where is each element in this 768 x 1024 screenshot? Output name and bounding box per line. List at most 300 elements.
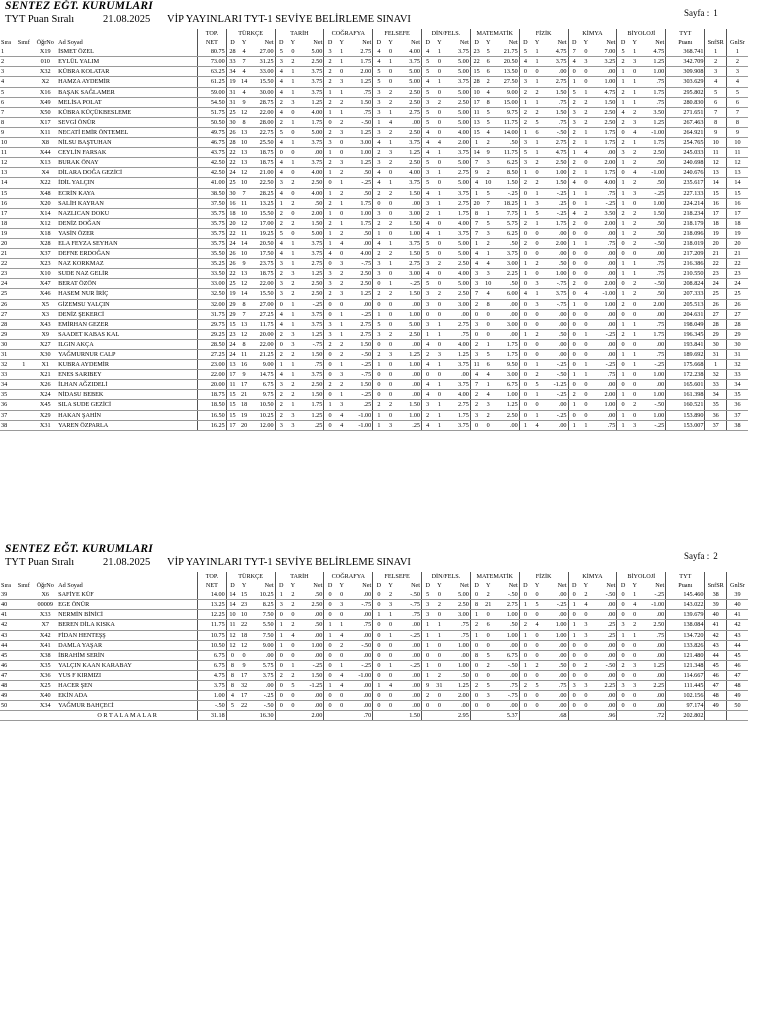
cell-tarih-y: 0 [287,47,299,57]
cell-turkce-d: 26 [226,249,238,259]
cell-gnl-sira: 4 [726,77,748,87]
cell-fizik-y: 3 [531,279,543,289]
cell-top-net: 35.25 [198,259,227,269]
cell-biyoloji-d: 1 [617,289,629,299]
cell-sira: 19 [0,228,14,238]
cell-felsefe-d: 1 [373,309,385,319]
cell-ad-soyad: YAĞMUR BAHÇECİ [57,701,198,711]
cell-top-net: 27.25 [198,350,227,360]
cell-kimya-net: -.25 [592,198,617,208]
cell-tyt-puani: 172.238 [666,370,705,380]
cell-fizik-y: 0 [531,309,543,319]
cell-cografya-net: .50 [348,188,373,198]
cell-felsefe-d: 0 [373,339,385,349]
cell-turkce-net: 7.50 [250,630,275,640]
table-row [0,319,748,329]
cell-biyoloji-d: 5 [617,47,629,57]
cell-kimya-net: .00 [592,148,617,158]
cell-felsefe-net: 1.50 [397,218,422,228]
cell-turkce-d: 14 [226,600,238,610]
cell-kimya-y: 2 [580,107,592,117]
cell-kimya-d: 1 [568,148,580,158]
cell-biyoloji-net: 2.50 [641,148,666,158]
cell-fizik-d: 0 [519,590,531,600]
cell-kimya-net: .00 [592,339,617,349]
cell-fizik-net: 1.50 [543,107,568,117]
cell-tyt-puani: 309.908 [666,67,705,77]
cell-tyt-puani: 204.631 [666,309,705,319]
cell-biyoloji-d: 4 [617,107,629,117]
cell-turkce-d: 30 [226,188,238,198]
cell-top-net: 29.25 [198,329,227,339]
cell-sira: 45 [0,650,14,660]
cell-matematik-net: 7.75 [494,208,519,218]
cell-matematik-net: 9.50 [494,360,519,370]
cell-kimya-y: 0 [580,299,592,309]
cell-gnl-sira: 18 [726,218,748,228]
cell-cografya-d: 3 [324,329,336,339]
cell-sinif [14,600,33,610]
cell-din-net: 1.00 [445,660,470,670]
cell-fizik-y: 1 [531,360,543,370]
cell-snf-sira: 20 [705,238,726,248]
cell-kimya-d: 1 [568,630,580,640]
cell-biyoloji-net: .75 [641,269,666,279]
cell-din-d: 3 [422,259,434,269]
cell-biyoloji-y: 1 [629,319,641,329]
cell-cografya-d: 2 [324,158,336,168]
col-turkce: TÜRKÇE [226,29,275,38]
cell-biyoloji-d: 1 [617,97,629,107]
cell-tarih-net: 3.75 [299,249,324,259]
cell-felsefe-y: 0 [385,360,397,370]
cell-biyoloji-net: 4.75 [641,47,666,57]
cell-cografya-y: 3 [336,289,348,299]
cell-felsefe-y: 2 [385,329,397,339]
cell-kimya-d: 0 [568,691,580,701]
cell-ogrno: X22 [33,178,57,188]
cell-kimya-net: .00 [592,701,617,711]
cell-ad-soyad: YAREN ÖZPARLA [57,420,198,430]
cell-sinif [14,640,33,650]
sub-net: Net [655,39,665,47]
cell-biyoloji-net: 1.75 [641,329,666,339]
cell-sinif [14,238,33,248]
cell-turkce-y: 7 [238,188,250,198]
cell-tarih-d: 4 [275,158,287,168]
cell-kimya-d: 0 [568,289,580,299]
cell-kimya-d: 1 [568,299,580,309]
cell-matematik-y: 6 [482,360,494,370]
sub-d: D [324,581,336,590]
cell-din-net: .75 [445,620,470,630]
cell-din-y: 0 [433,269,445,279]
cell-kimya-net: 1.00 [592,400,617,410]
cell-kimya-y: 0 [580,77,592,87]
sub-d: D [275,581,287,590]
cell-fizik-d: 2 [519,107,531,117]
cell-din-net: 5.00 [445,158,470,168]
cell-cografya-d: 3 [324,279,336,289]
cell-din-y: 3 [433,350,445,360]
cell-kimya-net: -.50 [592,660,617,670]
cell-snf-sira: 49 [705,701,726,711]
cell-din-net: 5.00 [445,178,470,188]
cell-turkce-net: 30.00 [250,87,275,97]
cell-felsefe-y: 0 [385,339,397,349]
cell-kimya-y: 0 [580,218,592,228]
cell-felsefe-net: .00 [397,670,422,680]
cell-kimya-net: .00 [592,670,617,680]
cell-ad-soyad: ILGIN AKÇA [57,339,198,349]
cell-biyoloji-y: 2 [629,148,641,158]
cell-turkce-net: 5.50 [250,620,275,630]
sub-d: D [373,38,385,47]
cell-snf-sira: 47 [705,681,726,691]
cell-ogrno: 00009 [33,600,57,610]
cell-felsefe-y: 0 [385,67,397,77]
cell-felsefe-d: 0 [373,279,385,289]
cell-gnl-sira: 19 [726,228,748,238]
cell-cografya-y: 1 [336,329,348,339]
cell-biyoloji-d: 0 [617,691,629,701]
cell-turkce-d: 29 [226,299,238,309]
cell-fizik-y: 5 [531,117,543,127]
cell-matematik-net: 9.75 [494,107,519,117]
cell-turkce-y: 4 [238,87,250,97]
cell-matematik-net: 9.00 [494,87,519,97]
cell-tyt-puani: 218.096 [666,228,705,238]
cell-din-y: 0 [433,238,445,248]
cell-matematik-d: 7 [470,380,482,390]
cell-din-net: 5.00 [445,87,470,97]
cell-biyoloji-net: .00 [641,640,666,650]
cell-din-net: 2.50 [445,289,470,299]
cell-fizik-d: 1 [519,630,531,640]
cell-din-d: 3 [422,97,434,107]
cell-ad-soyad: SILA SUDE GEZİCİ [57,400,198,410]
cell-matematik-net: 1.25 [494,400,519,410]
cell-cografya-net: 2.50 [348,269,373,279]
cell-fizik-y: 0 [531,630,543,640]
cell-biyoloji-d: 1 [617,370,629,380]
cell-turkce-y: 21 [238,390,250,400]
cell-tarih-net: 3.75 [299,77,324,87]
cell-snf-sira: 38 [705,590,726,600]
cell-tarih-net: 5.00 [299,228,324,238]
cell-cografya-net: -.50 [348,350,373,360]
cell-biyoloji-net: .75 [641,259,666,269]
cell-felsefe-d: 1 [373,410,385,420]
cell-fizik-net: .00 [543,650,568,660]
cell-tarih-d: 3 [275,259,287,269]
cell-kimya-d: 0 [568,350,580,360]
cell-biyoloji-y: 4 [629,127,641,137]
cell-fizik-net: .00 [543,691,568,701]
cell-kimya-net: 2.50 [592,107,617,117]
cell-tarih-y: 0 [287,188,299,198]
cell-tyt-puani: 139.679 [666,610,705,620]
cell-gnl-sira: 49 [726,691,748,701]
cell-felsefe-net: 5.00 [397,77,422,87]
cell-kimya-d: 0 [568,259,580,269]
cell-tyt-puani: 121.480 [666,650,705,660]
table-row [0,168,748,178]
cell-turkce-d: 11 [226,380,238,390]
cell-din-d: 4 [422,339,434,349]
cell-ogrno: X9 [33,329,57,339]
cell-fizik-y: 4 [531,620,543,630]
cell-tarih-net: .50 [299,620,324,630]
sub-d: D [422,581,434,590]
cell-felsefe-net: -.25 [397,660,422,670]
cell-matematik-net: 21.75 [494,47,519,57]
cell-felsefe-net: .00 [397,620,422,630]
table-row [0,238,748,248]
cell-sinif [14,660,33,670]
cell-biyoloji-y: 0 [629,380,641,390]
cell-matematik-y: 2 [482,168,494,178]
cell-snf-sira: 13 [705,168,726,178]
cell-matematik-net: 6.25 [494,158,519,168]
cell-matematik-d: 1 [470,138,482,148]
cell-kimya-net: -.25 [592,360,617,370]
cell-tarih-y: 1 [287,77,299,87]
cell-kimya-d: 1 [568,420,580,430]
cell-din-net: 1.25 [445,350,470,360]
cell-fizik-d: 4 [519,57,531,67]
cell-fizik-y: 1 [531,289,543,299]
cell-felsefe-y: 0 [385,198,397,208]
cell-turkce-d: 24 [226,238,238,248]
cell-ogrno: X10 [33,269,57,279]
cell-biyoloji-y: 2 [629,218,641,228]
col-cografya: COĞRAFYA [324,29,373,38]
cell-biyoloji-y: 3 [629,188,641,198]
cell-tarih-d: 0 [275,299,287,309]
cell-matematik-net: -.25 [494,188,519,198]
cell-turkce-net: 22.50 [250,178,275,188]
cell-tarih-d: 3 [275,600,287,610]
sub-d: D [519,581,531,590]
cell-din-y: 0 [433,691,445,701]
cell-turkce-y: 14 [238,77,250,87]
cell-top-net: 6.75 [198,650,227,660]
cell-matematik-d: 3 [470,350,482,360]
cell-kimya-d: 3 [568,681,580,691]
cell-felsefe-d: 3 [373,87,385,97]
cell-matematik-y: 2 [482,238,494,248]
cell-matematik-d: 15 [470,127,482,137]
cell-cografya-net: -.75 [348,600,373,610]
cell-ogrno: X24 [33,390,57,400]
cell-din-net: 4.00 [445,269,470,279]
table-row [0,370,748,380]
cell-biyoloji-d: 0 [617,238,629,248]
cell-matematik-d: 3 [470,319,482,329]
cell-biyoloji-y: 1 [629,77,641,87]
cell-fizik-d: 5 [519,47,531,57]
cell-felsefe-net: 3.75 [397,238,422,248]
cell-cografya-d: 0 [324,670,336,680]
cell-felsefe-net: 2.75 [397,259,422,269]
cell-sinif [14,410,33,420]
cell-tarih-net: 2.50 [299,380,324,390]
cell-fizik-y: 3 [531,299,543,309]
cell-matematik-net: 5.75 [494,218,519,228]
cell-matematik-y: 4 [482,390,494,400]
cell-turkce-net: 12.00 [250,420,275,430]
cell-snf-sira: 10 [705,138,726,148]
cell-cografya-y: 1 [336,87,348,97]
cell-cografya-y: 0 [336,249,348,259]
cell-felsefe-d: 0 [373,660,385,670]
cell-cografya-d: 2 [324,339,336,349]
cell-sira: 18 [0,218,14,228]
cell-biyoloji-d: 1 [617,158,629,168]
cell-kimya-net: .00 [592,640,617,650]
cell-matematik-y: 5 [482,117,494,127]
sub-net: Net [362,582,372,590]
cell-top-net: 10.50 [198,640,227,650]
cell-ad-soyad: SALİH KAYRAN [57,198,198,208]
cell-cografya-d: 0 [324,420,336,430]
cell-turkce-net: 27.25 [250,309,275,319]
cell-tarih-net: 3.75 [299,309,324,319]
cell-felsefe-net: 3.00 [397,269,422,279]
cell-snf-sira: 36 [705,410,726,420]
cell-biyoloji-y: 0 [629,650,641,660]
cell-matematik-d: 0 [470,691,482,701]
cell-ogrno: X5 [33,299,57,309]
cell-tarih-y: 0 [287,640,299,650]
cell-biyoloji-d: 1 [617,259,629,269]
cell-matematik-d: 3 [470,269,482,279]
cell-gnl-sira: 33 [726,370,748,380]
cell-gnl-sira: 41 [726,610,748,620]
cell-cografya-y: 1 [336,107,348,117]
cell-tarih-net: 2.50 [299,600,324,610]
cell-felsefe-d: 0 [373,380,385,390]
cell-matematik-d: 4 [470,370,482,380]
cell-matematik-net: 2.50 [494,410,519,420]
cell-ad-soyad: EYLÜL YALIM [57,57,198,67]
cell-tarih-net: 1.75 [299,400,324,410]
cell-din-y: 0 [433,299,445,309]
cell-biyoloji-d: 2 [617,208,629,218]
cell-matematik-d: 0 [470,660,482,670]
cell-matematik-d: 15 [470,67,482,77]
cell-tarih-d: 5 [275,47,287,57]
cell-din-d: 2 [422,410,434,420]
cell-turkce-net: 10.25 [250,590,275,600]
cell-cografya-d: 1 [324,238,336,248]
cell-din-y: 0 [433,117,445,127]
cell-felsefe-d: 1 [373,420,385,430]
cell-matematik-net: 6.75 [494,380,519,390]
cell-ogrno: X20 [33,198,57,208]
cell-turkce-d: 22 [226,269,238,279]
cell-biyoloji-net: -.25 [641,420,666,430]
sub-d: D [568,581,580,590]
cell-ogrno: X7 [33,620,57,630]
cell-din-net: 5.00 [445,117,470,127]
cell-kimya-net: 1.50 [592,97,617,107]
cell-sinif [14,208,33,218]
cell-ogrno: X36 [33,670,57,680]
cell-felsefe-y: 0 [385,319,397,329]
cell-felsefe-y: 3 [385,350,397,360]
cell-turkce-d: 25 [226,107,238,117]
cell-felsefe-net: 1.00 [397,410,422,420]
cell-matematik-d: 11 [470,360,482,370]
cell-matematik-y: 4 [482,370,494,380]
cell-fizik-d: 0 [519,350,531,360]
cell-cografya-net: -.75 [348,370,373,380]
cell-biyoloji-net: 1.00 [641,198,666,208]
table-row [0,339,748,349]
cell-felsefe-net: .25 [397,420,422,430]
cell-ogrno: X14 [33,208,57,218]
cell-felsefe-net: 5.00 [397,67,422,77]
cell-biyoloji-y: 1 [629,590,641,600]
cell-din-d: 4 [422,47,434,57]
cell-din-d: 4 [422,380,434,390]
table-row [0,590,748,600]
cell-turkce-y: 8 [238,339,250,349]
cell-matematik-d: 0 [470,670,482,680]
report-subtitle [5,14,411,25]
cell-kimya-y: 0 [580,67,592,77]
col-gnlsr: GnlSr [726,38,748,47]
cell-fizik-d: 0 [519,701,531,711]
cell-tarih-d: 4 [275,238,287,248]
cell-fizik-d: 1 [519,198,531,208]
cell-fizik-d: 2 [519,87,531,97]
cell-sinif [14,249,33,259]
cell-cografya-net: 1.25 [348,127,373,137]
sub-y: Y [534,582,540,590]
cell-tarih-d: 1 [275,630,287,640]
cell-kimya-d: 2 [568,168,580,178]
cell-felsefe-y: 2 [385,158,397,168]
cell-top-net: 28.50 [198,339,227,349]
cell-turkce-d: 25 [226,279,238,289]
cell-kimya-net: 2.50 [592,117,617,127]
col-din: DİN/FELS. [422,29,471,38]
cell-sinif [14,127,33,137]
cell-tarih-net: 1.00 [299,640,324,650]
cell-felsefe-d: 4 [373,57,385,67]
cell-kimya-d: 0 [568,590,580,600]
cell-ad-soyad: KUBRA AYDEMİR [57,360,198,370]
cell-sira: 13 [0,168,14,178]
cell-din-y: 1 [433,168,445,178]
sub-y: Y [583,582,589,590]
cell-biyoloji-y: 1 [629,47,641,57]
cell-din-d: 5 [422,87,434,97]
cell-turkce-y: 4 [238,47,250,57]
cell-ogrno: X38 [33,650,57,660]
cell-top-net: 54.50 [198,97,227,107]
col-turkce: TÜRKÇE [226,572,275,581]
cell-biyoloji-net: .75 [641,77,666,87]
cell-fizik-net: 4.75 [543,47,568,57]
cell-din-net: 3.75 [445,47,470,57]
cell-cografya-d: 3 [324,47,336,57]
cell-tyt-puani: 208.824 [666,279,705,289]
cell-sinif [14,420,33,430]
